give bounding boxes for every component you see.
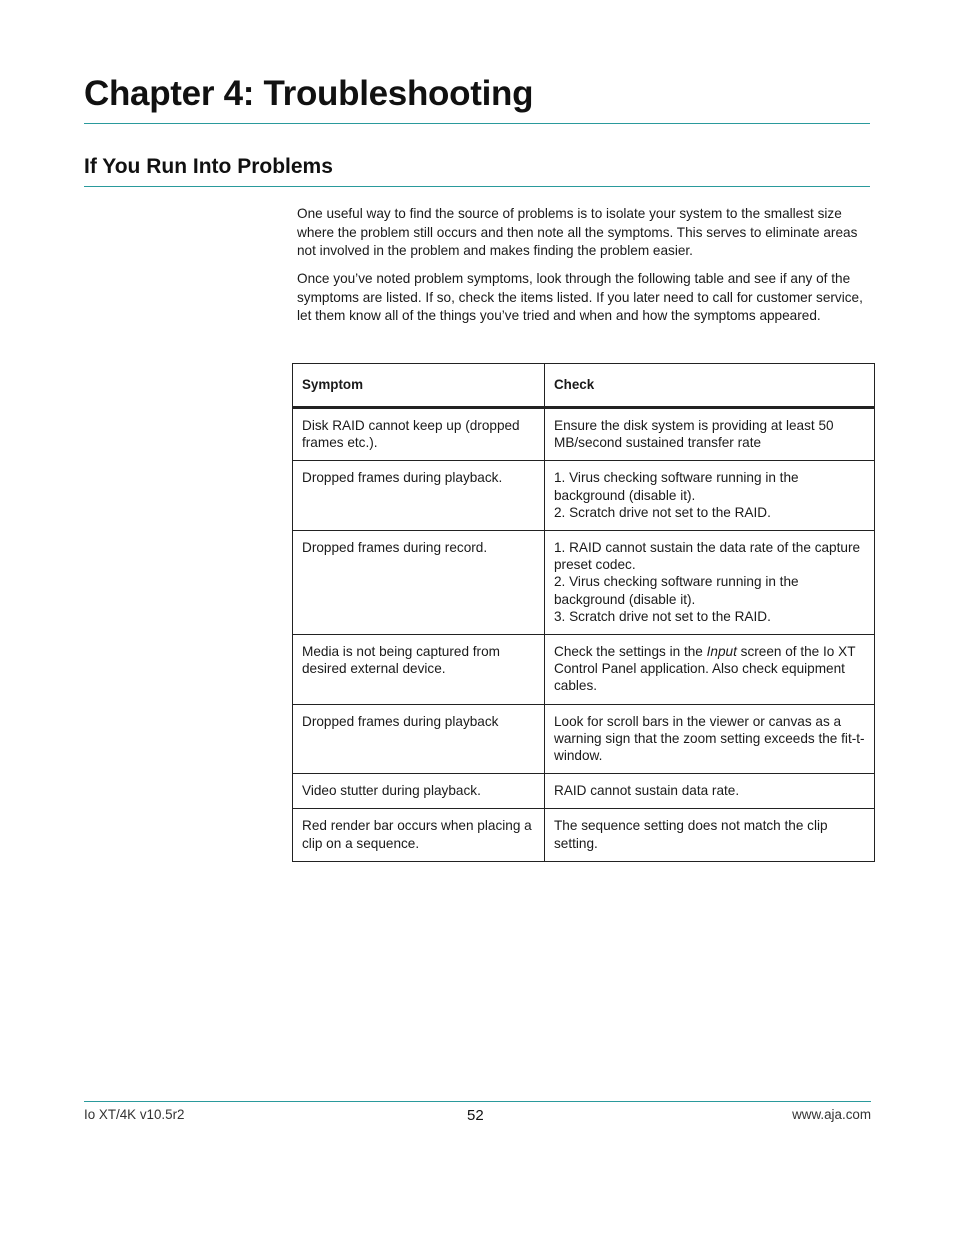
section-title: If You Run Into Problems [84,155,333,178]
check-cell [545,408,875,461]
troubleshooting-table [292,363,875,862]
table-header-row [293,364,875,408]
table-row [293,774,875,809]
check-cell [545,635,875,705]
input-screen-name: Input [706,644,737,660]
footer-product-version: Io XT/4K v10.5r2 [84,1107,185,1122]
chapter-title: Chapter 4: Troubleshooting [84,74,534,113]
check-cell [545,461,875,531]
check-line: 3. Scratch drive not set to the RAID. [554,608,771,624]
check-text-after: screen of the Io XT Control Panel application. Also check equipment cables. [554,644,856,694]
symptom-cell: Media is not being captured from desired external device. [293,635,545,705]
check-column-header: Check [545,364,875,408]
symptom-cell: Dropped frames during playback. [293,461,545,531]
symptom-cell: Dropped frames during record. [293,531,545,635]
symptom-cell: Video stutter during playback. [293,774,545,809]
intro-paragraph: One useful way to find the source of problems is to isolate your system to the smallest size where the problem still occurs and then note all the symptoms. This serves to eliminate areas not involved in the problem and makes finding the problem easier. [297,206,858,259]
section-divider [84,186,870,187]
check-cell [545,704,875,774]
check-line: 2. Scratch drive not set to the RAID. [554,504,771,520]
check-line: RAID cannot sustain data rate. [554,783,740,799]
symptom-cell: Disk RAID cannot keep up (dropped frames etc.). [293,408,545,461]
check-line: 2. Virus checking software running in the background (disable it). [554,574,799,607]
footer-divider [84,1101,871,1102]
chapter-divider [84,123,870,124]
page-number: 52 [467,1107,484,1124]
table-row [293,704,875,774]
table-row [293,408,875,461]
check-line: Ensure the disk system is providing at least 50 MB/second sustained transfer rate [554,418,834,451]
check-line: 1. RAID cannot sustain the data rate of the capture preset codec. [554,540,861,573]
symptom-column-header: Symptom [293,364,545,408]
check-line: Look for scroll bars in the viewer or canvas as a warning sign that the zoom setting exceeds the fit-t-window. [554,713,865,764]
symptom-cell: Red render bar occurs when placing a clip on a sequence. [293,809,545,861]
table-row [293,531,875,635]
footer-website: www.aja.com [792,1107,871,1122]
table-row [293,809,875,861]
table-row [293,635,875,705]
check-text-before: Check the settings in the [554,644,707,660]
table-row [293,461,875,531]
instructions-paragraph: Once you’ve noted problem symptoms, look through the following table and see if any of the symptoms are listed. If so, check the items listed. If you later need to call for customer service, let them know all of the things you’ve tried and when and how the symptoms appeared. [297,271,863,324]
check-cell [545,774,875,809]
check-line: The sequence setting does not match the clip setting. [554,818,828,851]
check-cell [545,809,875,861]
check-cell [545,531,875,635]
symptom-cell: Dropped frames during playback [293,704,545,774]
check-line: 1. Virus checking software running in the background (disable it). [554,470,799,503]
